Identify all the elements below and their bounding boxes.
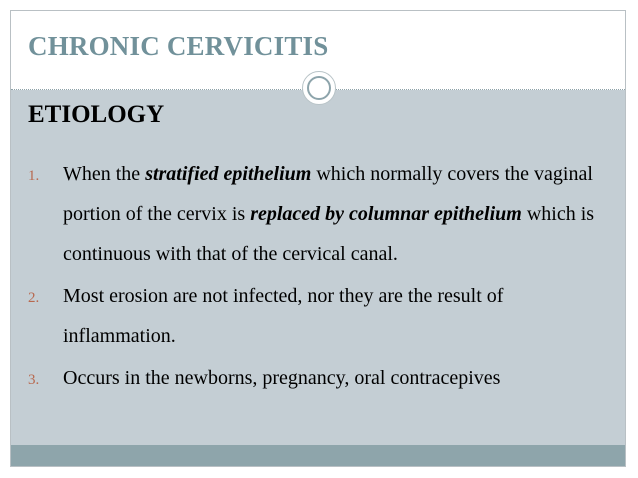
list-item-number: 2. [28,290,40,306]
list-item-text: Most erosion are not infected, nor they are the result of inflammation. [63,285,504,347]
section-heading: ETIOLOGY [28,101,165,128]
list-item-text [63,163,594,265]
list-item-number: 1. [28,168,40,184]
text-segment: which is continuous with that of the cervical canal. [63,203,595,265]
list-item [28,154,618,274]
list-item-text: Occurs in the newborns, pregnancy, oral contracepives [63,367,501,389]
circle-ornament-icon [302,71,336,105]
etiology-list [28,154,618,400]
list-item [28,358,618,398]
circle-ornament-inner [307,76,331,100]
emphasis-replaced-by-columnar: replaced by columnar epithelium [250,203,522,225]
slide [10,10,626,467]
footer-bar [11,445,625,466]
emphasis-stratified-epithelium: stratified epithelium [145,163,312,185]
slide-title: CHRONIC CERVICITIS [28,31,329,61]
list-item-number: 3. [28,372,40,388]
text-segment: which normally covers the vaginal portion of the cervix is [63,163,593,225]
text-segment: When the [63,163,146,185]
list-item [28,276,618,356]
